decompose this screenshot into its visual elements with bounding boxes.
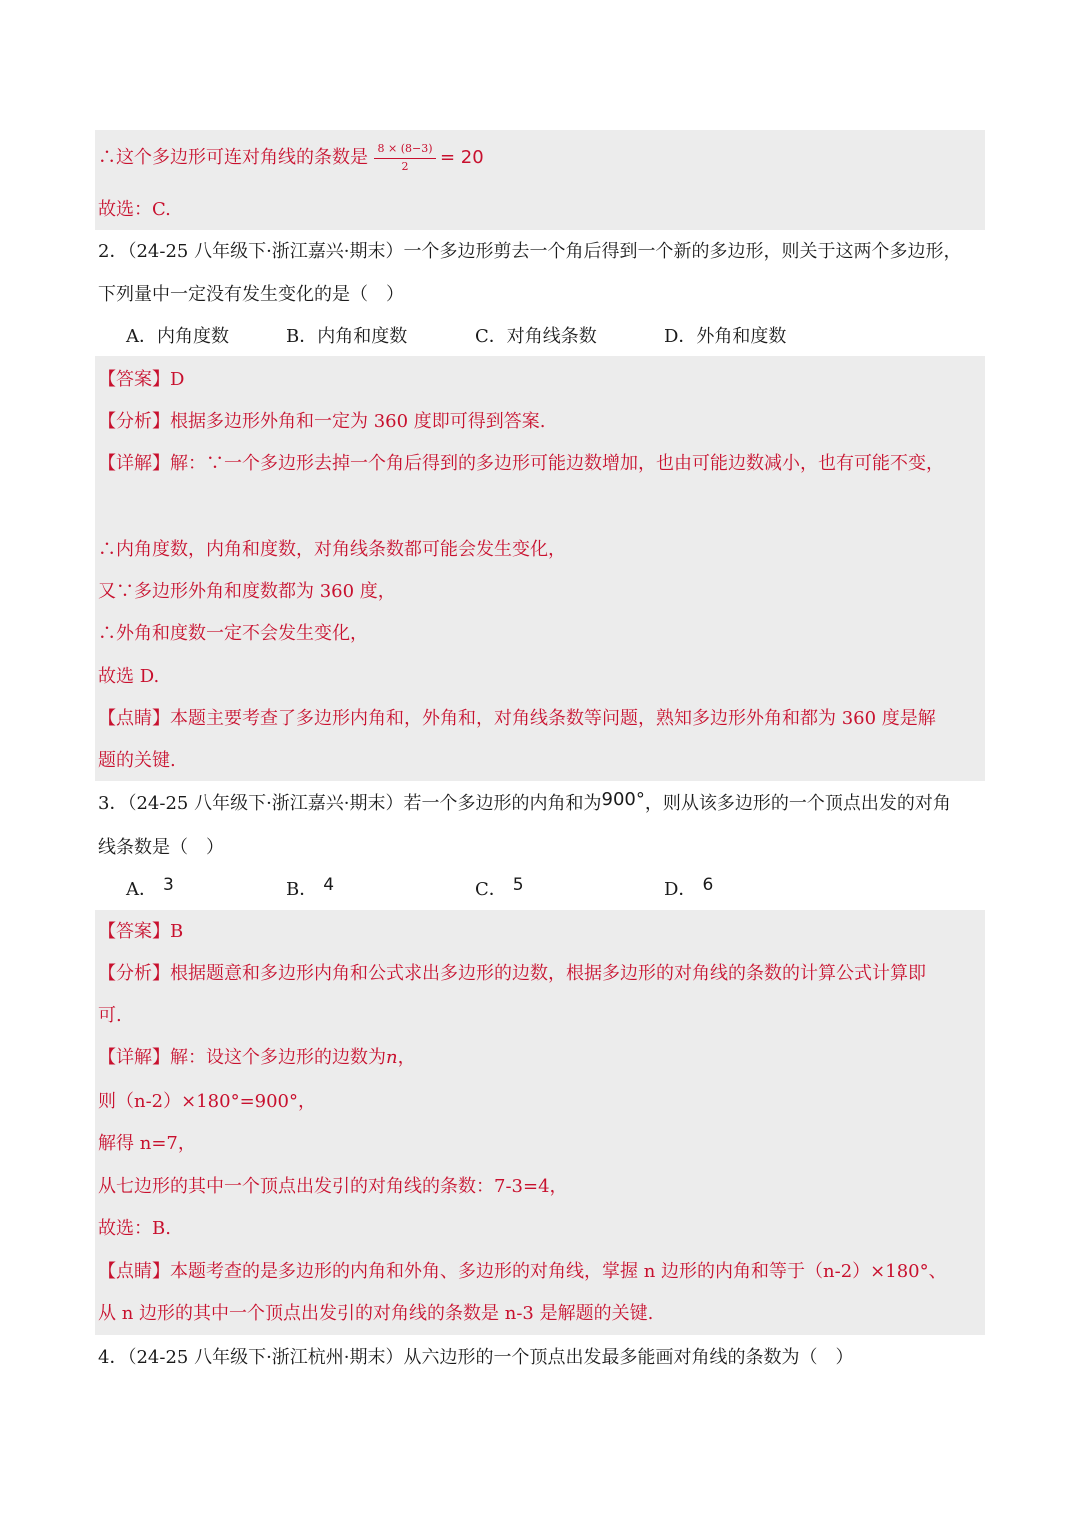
option-label: D． (664, 879, 697, 900)
analysis-text: 根据多边形外角和一定为 360 度即可得到答案. (170, 411, 546, 432)
detail-variable: n (386, 1047, 398, 1068)
analysis-line: 可. (98, 1005, 122, 1026)
comment-tag: 【点睛】 (98, 1261, 170, 1282)
detail-line: 又∵多边形外角和度数都为 360 度， (98, 581, 396, 602)
comment-line: 从 n 边形的其中一个顶点出发引的对角线的条数是 n-3 是解题的关键. (98, 1303, 654, 1324)
analysis-text: 根据题意和多边形内角和公式求出多边形的边数，根据多边形的对角线的条数的计算公式计算即 (170, 963, 926, 984)
option-a (126, 875, 174, 902)
option-d: D．外角和度数 (664, 326, 787, 347)
detail-line: 从七边形的其中一个顶点出发引的对角线的条数：7-3=4， (98, 1176, 568, 1197)
detail-tag: 【详解】 (98, 1047, 170, 1068)
option-b (286, 875, 335, 902)
solution-box-1 (95, 130, 985, 230)
question-3-degree: 900° (601, 789, 645, 810)
option-value: 4 (323, 875, 335, 895)
option-b: B．内角和度数 (286, 326, 408, 347)
analysis-line (98, 410, 546, 434)
option-value: 3 (163, 875, 174, 895)
fraction-bar (374, 158, 436, 159)
comment-line (98, 707, 936, 731)
detail-tag: 【详解】 (98, 453, 170, 474)
answer-line (98, 368, 184, 392)
comment-text: 本题主要考查了多边形内角和，外角和，对角线条数等问题，熟知多边形外角和都为 360 度是解 (170, 708, 936, 729)
solution-line (98, 146, 368, 170)
option-c (475, 875, 524, 902)
detail-text-end: ， (397, 1047, 416, 1068)
comment-line: 题的关键. (98, 750, 176, 771)
analysis-tag: 【分析】 (98, 963, 170, 984)
analysis-line (98, 962, 926, 986)
answer-tag: 【答案】 (98, 369, 170, 390)
option-value: 6 (702, 875, 714, 895)
comment-text: 本题考查的是多边形的内角和外角、多边形的对角线，掌握 n 边形的内角和等于（n-2）×180°、 (170, 1261, 947, 1282)
detail-text: 解：∵一个多边形去掉一个角后得到的多边形可能边数增加，也由可能边数减小，也有可能不变， (170, 453, 944, 474)
option-value: 5 (512, 875, 524, 895)
detail-line: 故选：B. (98, 1218, 171, 1239)
question-3-stem (98, 789, 951, 816)
detail-line: ∴外角和度数一定不会发生变化， (98, 623, 368, 644)
option-label: C． (475, 879, 507, 900)
option-c: C．对角线条数 (475, 326, 597, 347)
comment-tag: 【点睛】 (98, 708, 170, 729)
option-label: A． (126, 879, 157, 900)
detail-line: 故选 D. (98, 666, 160, 687)
question-4-stem: 4．（24-25 八年级下·浙江杭州·期末）从六边形的一个顶点出发最多能画对角线的条数为（ ） (98, 1347, 854, 1368)
fraction-result: = 20 (440, 147, 484, 168)
fraction-numerator: 8 × (8−3) (377, 142, 433, 155)
detail-line: ∴内角度数，内角和度数，对角线条数都可能会发生变化， (98, 539, 566, 560)
option-label: B． (286, 879, 318, 900)
option-d (664, 875, 714, 902)
detail-line: 则（n-2）×180°=900°， (98, 1091, 317, 1112)
question-2-stem-cont: 下列量中一定没有发生变化的是（ ） (98, 284, 404, 305)
solution-choice: 故选：C. (98, 199, 171, 220)
detail-line: 解得 n=7， (98, 1133, 196, 1154)
answer-tag: 【答案】 (98, 921, 170, 942)
fraction-denominator: 2 (401, 160, 409, 173)
answer-line (98, 920, 183, 944)
detail-line (98, 1046, 416, 1070)
option-a: A．内角度数 (126, 326, 229, 347)
analysis-tag: 【分析】 (98, 411, 170, 432)
comment-line (98, 1260, 947, 1284)
answer-value: B (170, 921, 184, 942)
detail-line (98, 452, 944, 476)
question-3-stem-cont: 线条数是（ ） (98, 837, 224, 858)
question-2-stem: 2．（24-25 八年级下·浙江嘉兴·期末）一个多边形剪去一个角后得到一个新的多边形，则关于这两个多边形， (98, 241, 962, 262)
solution-text: ∴这个多边形可连对角线的条数是 (98, 147, 368, 168)
question-3-text: 3．（24-25 八年级下·浙江嘉兴·期末）若一个多边形的内角和为 (98, 793, 602, 814)
question-3-text-end: ，则从该多边形的一个顶点出发的对角 (644, 793, 951, 814)
detail-text: 解：设这个多边形的边数为 (170, 1047, 386, 1068)
answer-value: D (170, 369, 185, 390)
